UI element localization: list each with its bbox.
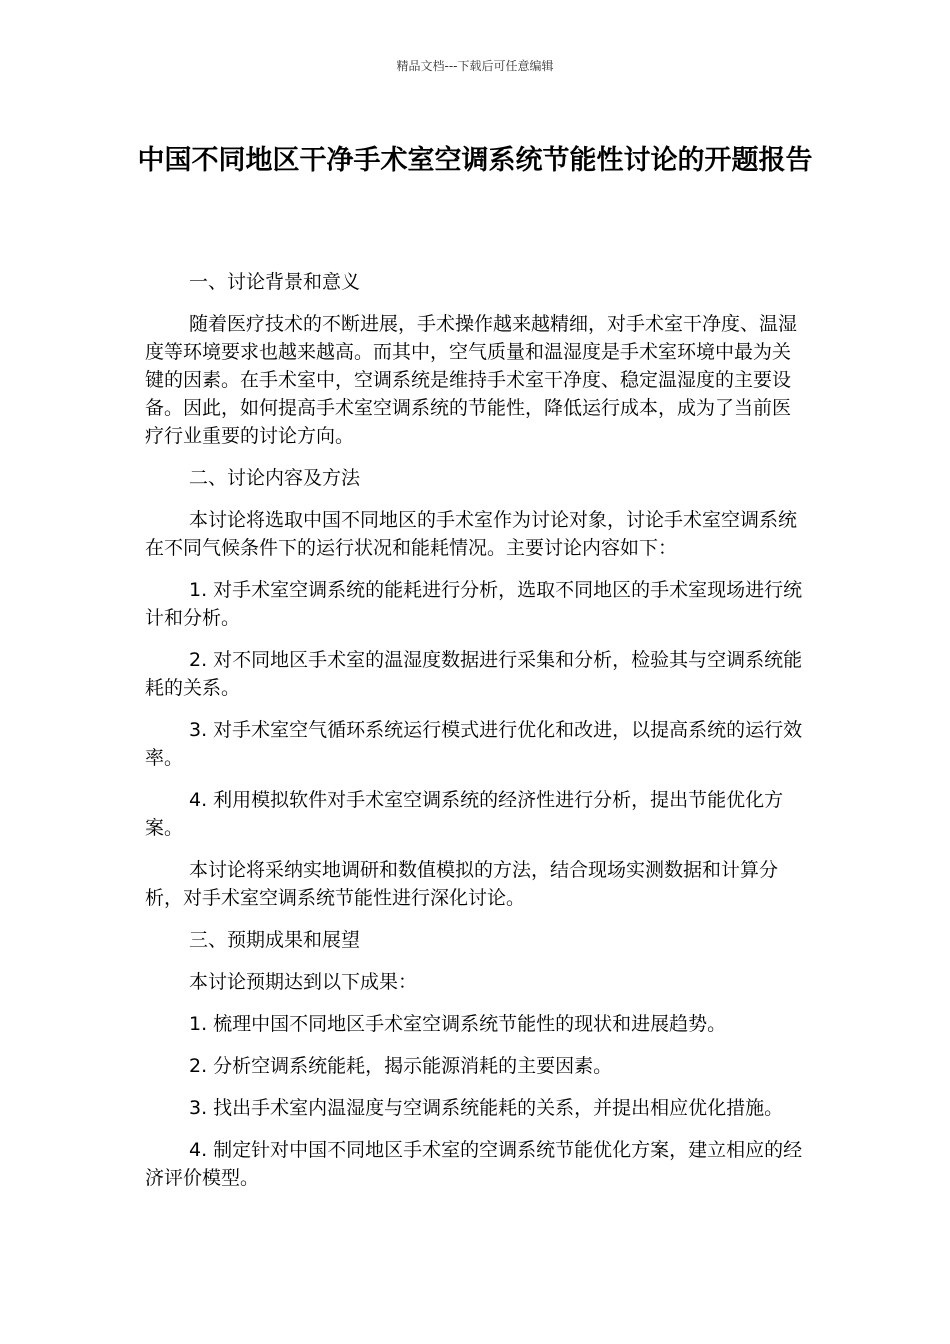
paragraph-background: 随着医疗技术的不断进展，手术操作越来越精细，对手术室干净度、温湿度等环境要求也越来越高。而其中，空气质量和温湿度是手术室环境中最为关键的因素。在手术室中，空调系统是维持手术室干净度、稳定温湿度的主要设备。因此，如何提高手术室空调系统的节能性，降低运行成本，成为了当前医疗行业重要的讨论方向。 xyxy=(145,313,798,447)
header-note: 精品文档---下载后可任意编辑 xyxy=(396,59,554,73)
list-item-result-3: 3. 找出手术室内温湿度与空调系统能耗的关系，并提出相应优化措施。 xyxy=(189,1097,784,1119)
list-item-result-1: 1. 梳理中国不同地区手术室空调系统节能性的现状和进展趋势。 xyxy=(189,1013,727,1035)
section-heading-expected-results: 三、预期成果和展望 xyxy=(189,929,361,951)
list-item-content-4: 4. 利用模拟软件对手术室空调系统的经济性进行分析，提出节能优化方案。 xyxy=(145,789,784,839)
paragraph-results-intro: 本讨论预期达到以下成果： xyxy=(189,971,418,993)
paragraph-content-intro: 本讨论将选取中国不同地区的手术室作为讨论对象，讨论手术室空调系统在不同气候条件下的运行状况和能耗情况。主要讨论内容如下： xyxy=(145,509,798,559)
list-item-result-2: 2. 分析空调系统能耗，揭示能源消耗的主要因素。 xyxy=(189,1055,613,1077)
list-item-result-4: 4. 制定针对中国不同地区手术室的空调系统节能优化方案，建立相应的经济评价模型。 xyxy=(145,1139,803,1189)
section-heading-background: 一、讨论背景和意义 xyxy=(189,271,361,293)
list-item-content-1: 1. 对手术室空调系统的能耗进行分析，选取不同地区的手术室现场进行统计和分析。 xyxy=(145,579,803,629)
paragraph-method: 本讨论将采纳实地调研和数值模拟的方法，结合现场实测数据和计算分析，对手术室空调系统节能性进行深化讨论。 xyxy=(145,859,779,909)
list-item-content-3: 3. 对手术室空气循环系统运行模式进行优化和改进，以提高系统的运行效率。 xyxy=(145,719,803,769)
document-body xyxy=(145,268,805,1206)
document-title: 中国不同地区干净手术室空调系统节能性讨论的开题报告 xyxy=(137,145,813,176)
list-item-content-2: 2. 对不同地区手术室的温湿度数据进行采集和分析，检验其与空调系统能耗的关系。 xyxy=(145,649,803,699)
section-heading-content-method: 二、讨论内容及方法 xyxy=(189,467,361,489)
